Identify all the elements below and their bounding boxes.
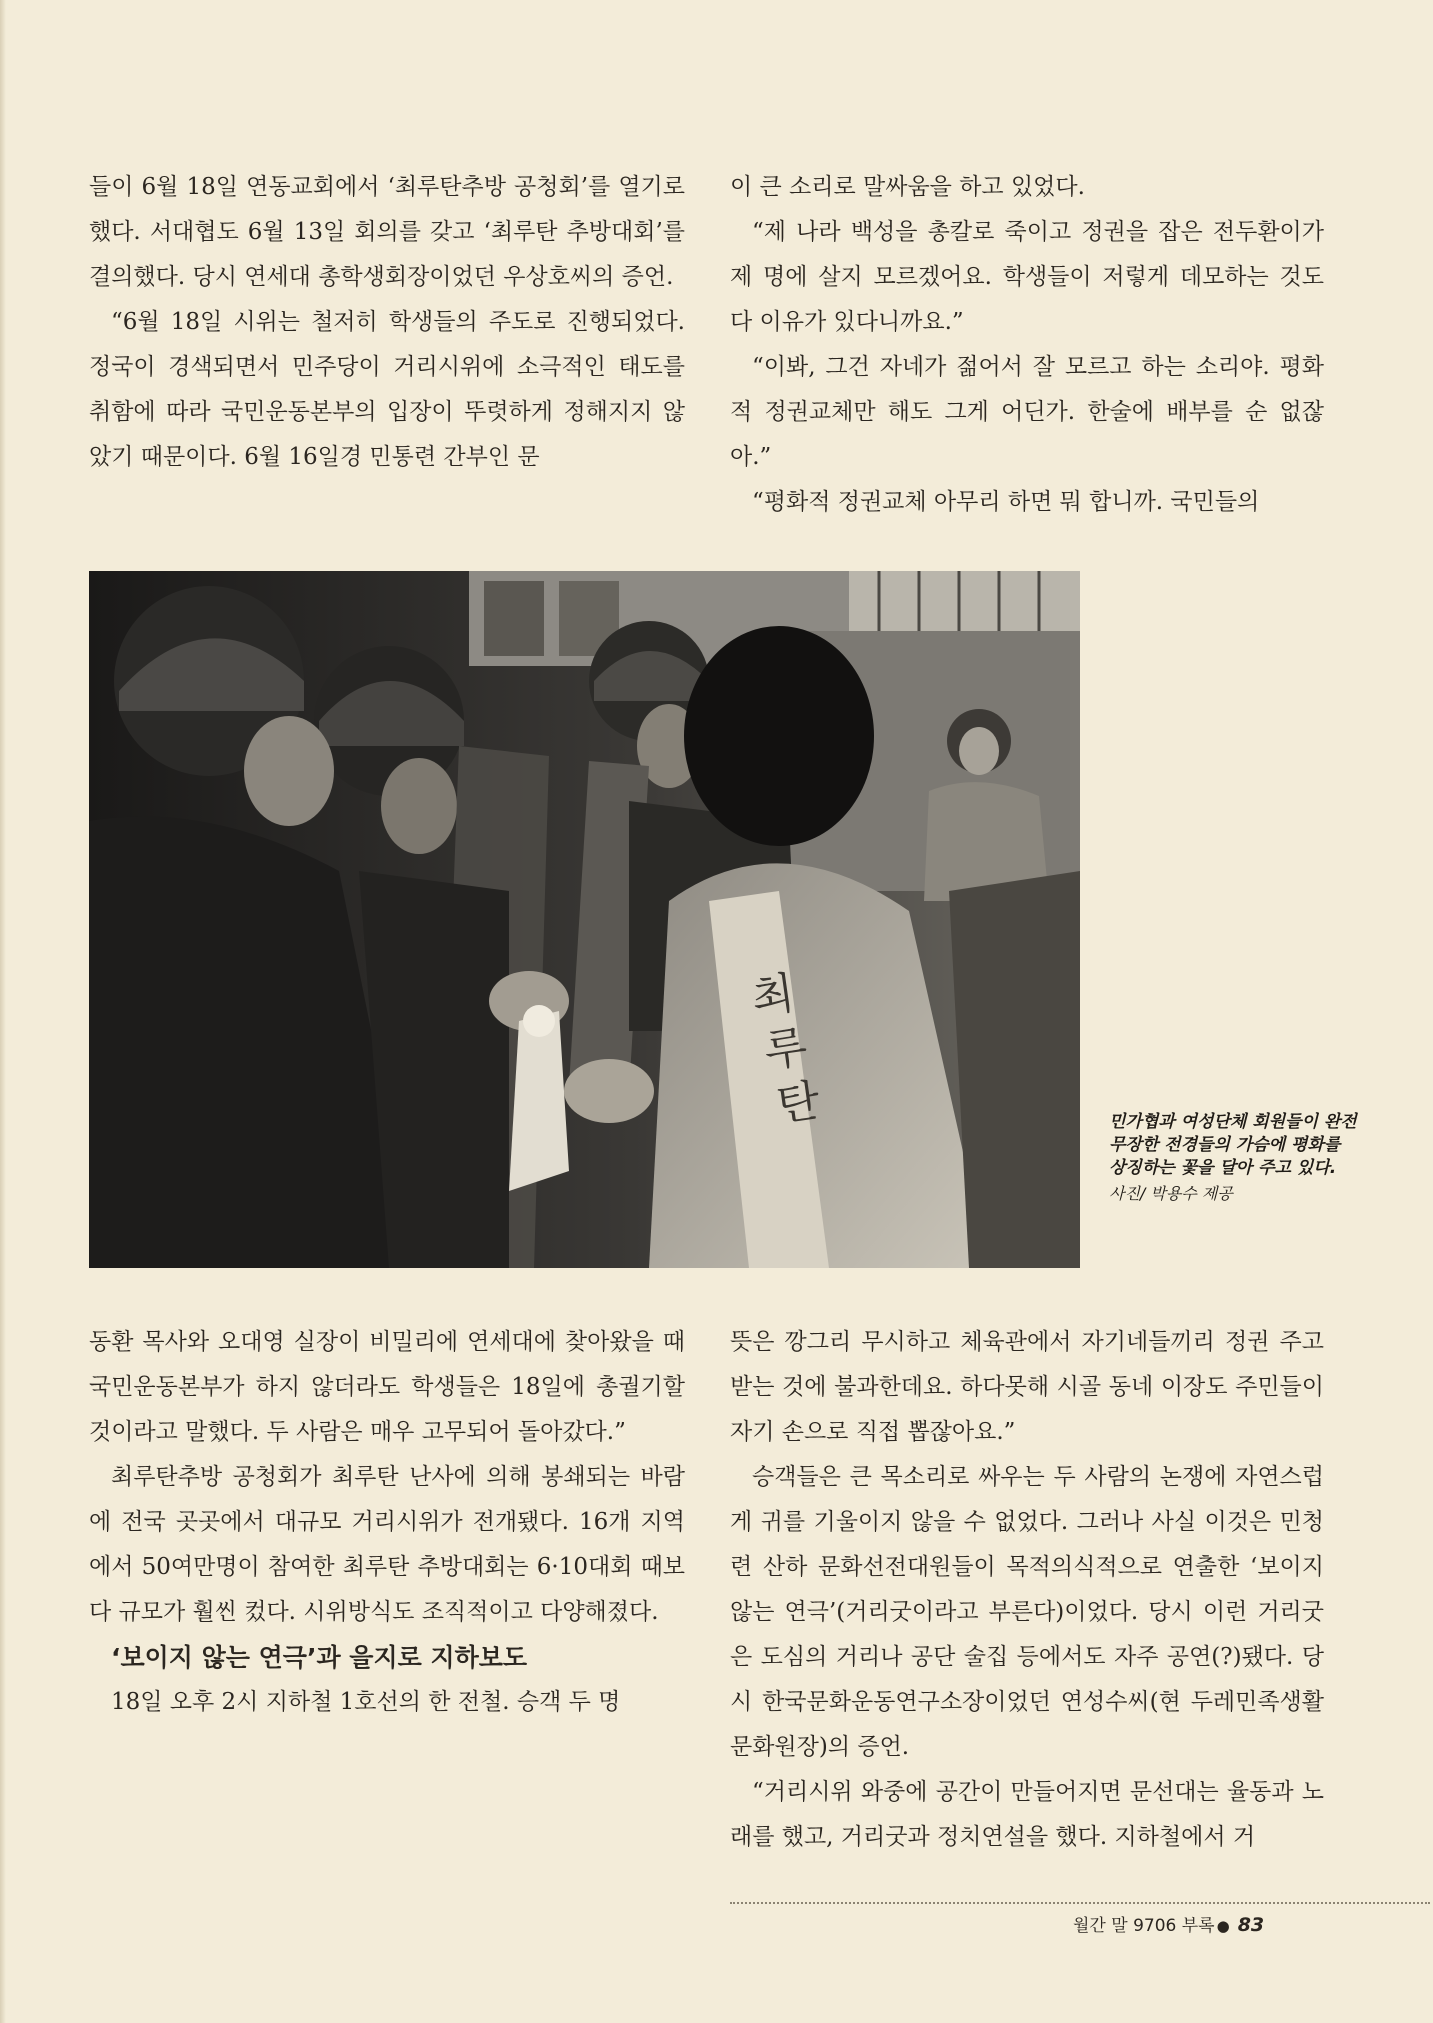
paragraph: 뜻은 깡그리 무시하고 체육관에서 자기네들끼리 정권 주고받는 것에 불과한데요. 하다못해 시골 동네 이장도 주민들이 자기 손으로 직접 뽑잖아요.”: [730, 1329, 1324, 1445]
page-number: 83: [1237, 1914, 1265, 1936]
page-footer: [1073, 1911, 1264, 1936]
paragraph: 들이 6월 18일 연동교회에서 ‘최루탄추방 공청회’를 열기로 했다. 서대협도 6월 13일 회의를 갖고 ‘최루탄 추방대회’를 결의했다. 당시 연세대 총학생회장이었던 우상호씨의 증언.: [89, 174, 685, 290]
sash-text: 최 루 탄: [748, 967, 823, 1132]
paragraph: “평화적 정권교체 아무리 하면 뭐 합니까. 국민들의: [752, 489, 1260, 515]
photo-credit: 사진/ 박용수 제공: [1109, 1184, 1233, 1203]
paragraph: “제 나라 백성을 총칼로 죽이고 정권을 잡은 전두환이가 제 명에 살지 모르겠어요. 학생들이 저렇게 데모하는 것도 다 이유가 있다니까요.”: [730, 219, 1324, 335]
paragraph: 18일 오후 2시 지하철 1호선의 한 전철. 승객 두 명: [111, 1689, 621, 1715]
photo-caption: [1109, 1111, 1359, 1205]
paragraph: 동환 목사와 오대영 실장이 비밀리에 연세대에 찾아왔을 때 국민운동본부가 하지 않더라도 학생들은 18일에 총궐기할 것이라고 말했다. 두 사람은 매우 고무되어 돌아갔다.”: [89, 1329, 685, 1445]
paragraph: “이봐, 그건 자네가 젊어서 잘 모르고 하는 소리야. 평화적 정권교체만 해도 그게 어딘가. 한술에 배부를 순 없잖아.”: [730, 354, 1324, 470]
publication-name: 월간 말 9706 부록: [1073, 1916, 1215, 1936]
bullet-icon: ●: [1216, 1917, 1230, 1935]
article-column-bottom-left: [89, 1320, 685, 1725]
paragraph: “6월 18일 시위는 철저히 학생들의 주도로 진행되었다. 정국이 경색되면서 민주당이 거리시위에 소극적인 태도를 취함에 따라 국민운동본부의 입장이 뚜렷하게 정해지지 않았기 때문이다. 6월 16일경 민통련 간부인 문: [89, 309, 685, 470]
protest-photo: [89, 571, 1080, 1268]
paragraph: 최루탄추방 공청회가 최루탄 난사에 의해 봉쇄되는 바람에 전국 곳곳에서 대규모 거리시위가 전개됐다. 16개 지역에서 50여만명이 참여한 최루탄 추방대회는 6·10대회 때보다 규모가 훨씬 컸다. 시위방식도 조직적이고 다양해졌다.: [89, 1464, 685, 1625]
paragraph: “거리시위 와중에 공간이 만들어지면 문선대는 율동과 노래를 했고, 거리굿과 정치연설을 했다. 지하철에서 거: [730, 1779, 1324, 1850]
article-column-top-right: [730, 165, 1324, 525]
caption-text: 민가협과 여성단체 회원들이 완전무장한 전경들의 가슴에 평화를 상징하는 꽃을 달아 주고 있다.: [1109, 1112, 1357, 1178]
paragraph: 승객들은 큰 목소리로 싸우는 두 사람의 논쟁에 자연스럽게 귀를 기울이지 않을 수 없었다. 그러나 사실 이것은 민청련 산하 문화선전대원들이 목적의식적으로 연출한 ‘보이지 않는 연극’(거리굿이라고 부른다)이었다. 당시 이런 거리굿은 도심의 거리나 공단 술집 등에서도 자주 공연(?)됐다. 당시 한국문화운동연구소장이었던 연성수씨(현 두레민족생활문화원장)의 증언.: [730, 1464, 1324, 1760]
article-column-top-left: [89, 165, 685, 480]
section-subheading: ‘보이지 않는 연극’과 을지로 지하보도: [111, 1643, 528, 1672]
article-column-bottom-right: [730, 1320, 1324, 1860]
photo-image: [89, 571, 1080, 1268]
paragraph: 이 큰 소리로 말싸움을 하고 있었다.: [730, 174, 1085, 200]
footer-rule: [730, 1902, 1430, 1904]
page-edge: [0, 0, 6, 2023]
